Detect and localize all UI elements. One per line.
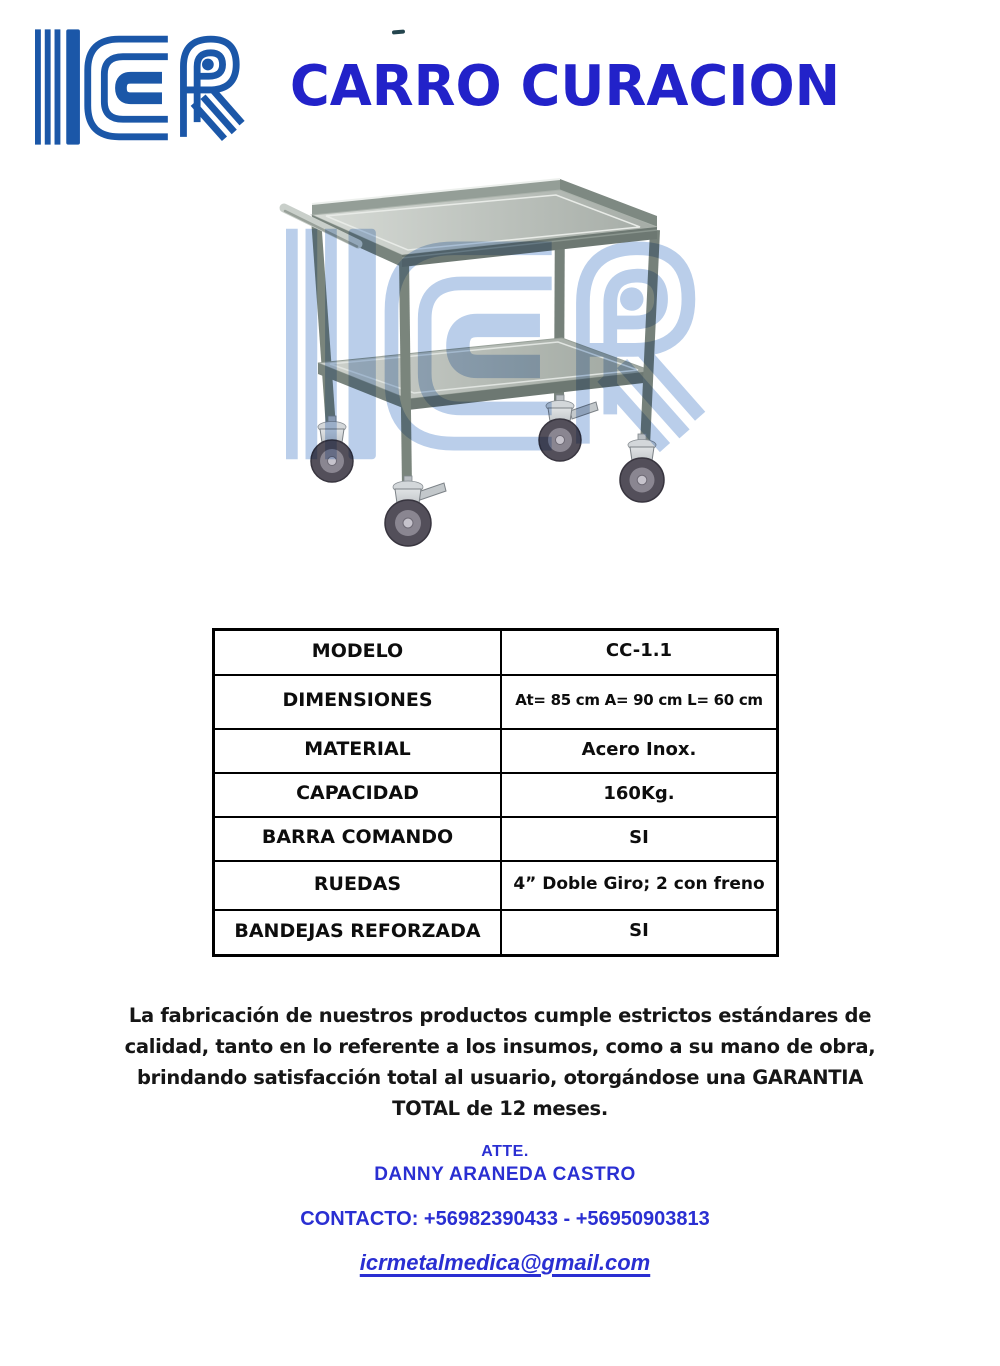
icr-watermark-icon — [286, 229, 700, 460]
quality-statement-line: brindando satisfacción total al usuario, otorgándose una GARANTIA — [137, 1066, 863, 1089]
quality-statement-line: La fabricación de nuestros productos cumple estrictos estándares de — [128, 1004, 872, 1027]
signature-name: DANNY ARANEDA CASTRO — [374, 1164, 636, 1185]
spec-label: RUEDAS — [215, 862, 502, 909]
quality-statement-line: calidad, tanto en lo referente a los insumos, como a su mano de obra, — [124, 1035, 876, 1058]
spec-label: MODELO — [215, 631, 502, 674]
contact-phones: CONTACTO: +56982390433 - +56950903813 — [300, 1208, 710, 1230]
spec-value: SI — [629, 920, 649, 941]
spec-value: At= 85 cm A= 90 cm L= 60 cm — [515, 691, 763, 709]
spec-row-material — [215, 730, 776, 774]
print-artifact-dash — [392, 29, 405, 34]
spec-row-modelo — [215, 631, 776, 676]
spec-row-ruedas — [215, 862, 776, 911]
spec-label: BARRA COMANDO — [215, 818, 502, 860]
spec-row-capacidad — [215, 774, 776, 818]
spec-row-barra-comando — [215, 818, 776, 862]
spec-label: CAPACIDAD — [215, 774, 502, 816]
quality-statement — [100, 1000, 900, 1124]
quality-statement-line: TOTAL de 12 meses. — [392, 1097, 608, 1120]
caster-front-left — [385, 476, 446, 546]
spec-row-dimensiones — [215, 676, 776, 730]
spec-value: CC-1.1 — [605, 640, 673, 661]
spec-label: BANDEJAS REFORZADA — [215, 911, 502, 954]
spec-value: SI — [629, 826, 649, 848]
spec-label: MATERIAL — [215, 730, 502, 772]
icr-logo-icon — [35, 27, 245, 147]
spec-table — [212, 628, 779, 957]
spec-label: DIMENSIONES — [215, 676, 502, 728]
spec-value: Acero Inox. — [581, 738, 697, 760]
product-photo — [268, 168, 708, 572]
spec-row-bandejas — [215, 911, 776, 954]
page-title: CARRO CURACION — [289, 54, 841, 119]
signature-atte: ATTE. — [481, 1143, 529, 1160]
spec-value: 4” Doble Giro; 2 con freno — [513, 873, 765, 894]
spec-value: 160Kg. — [603, 782, 675, 804]
email-link[interactable]: icrmetalmedica@gmail.com — [359, 1250, 651, 1275]
